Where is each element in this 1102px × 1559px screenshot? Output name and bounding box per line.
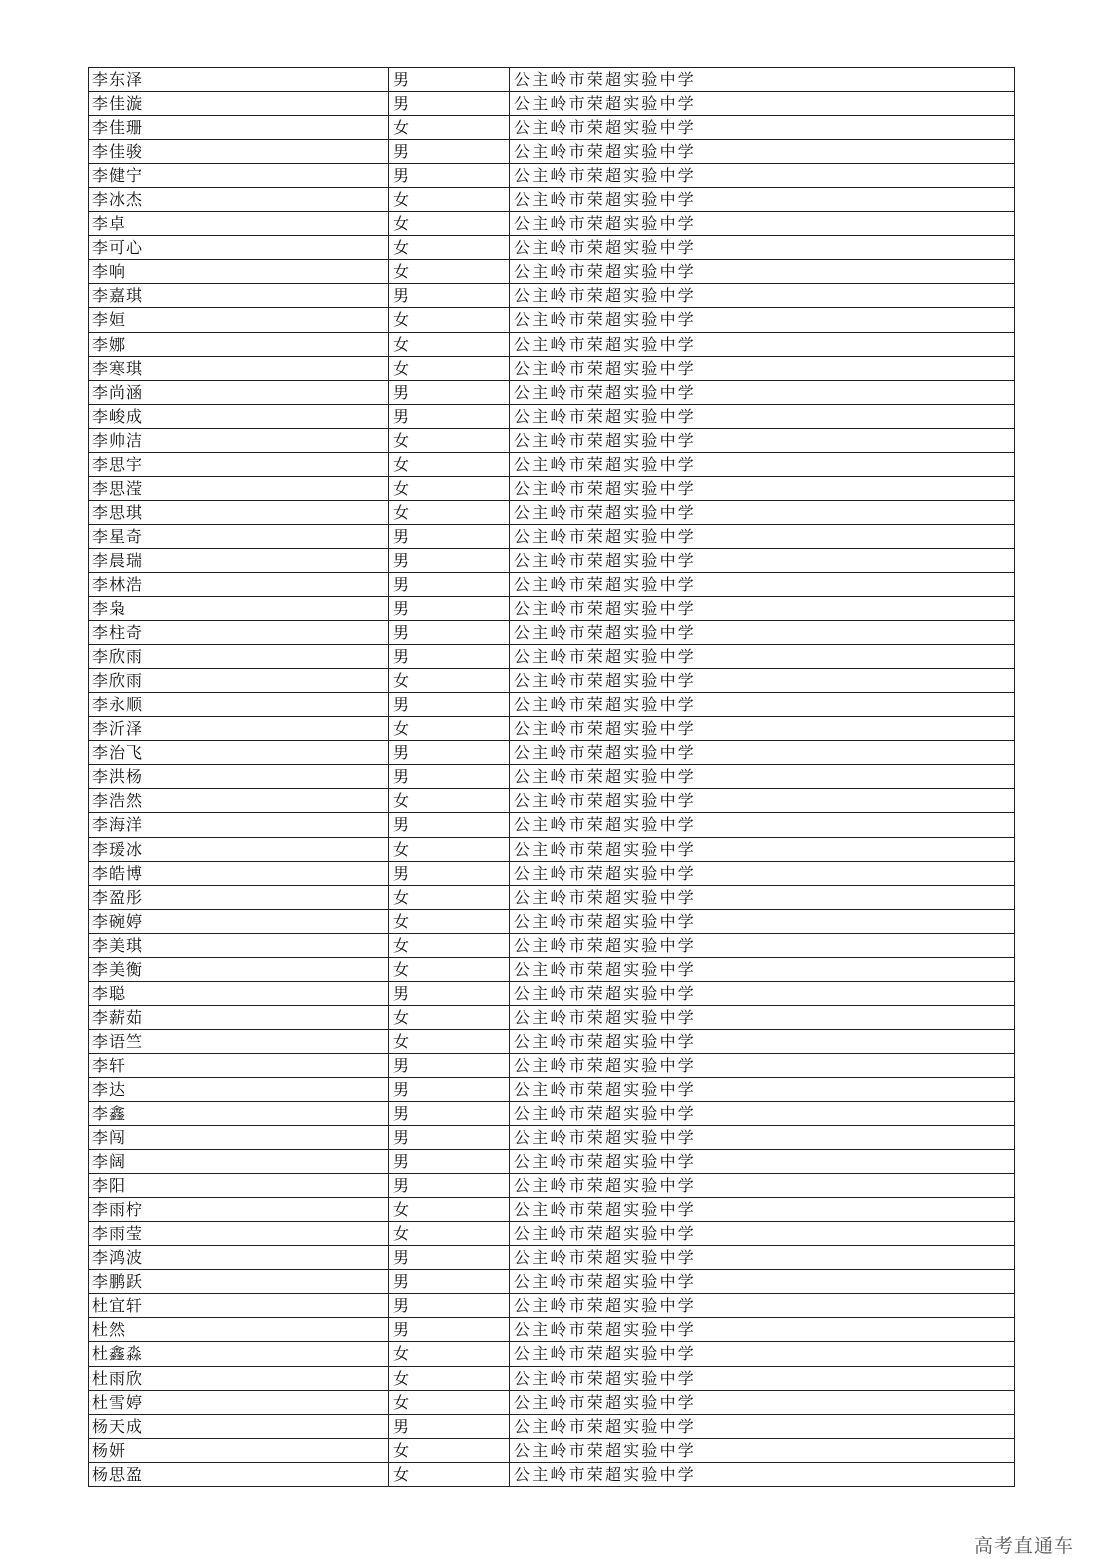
gender-cell: 女 — [389, 260, 510, 283]
table-row — [89, 68, 1015, 92]
gender-cell: 女 — [389, 308, 510, 331]
school-cell: 公主岭市荣超实验中学 — [510, 1102, 1015, 1125]
gender-cell: 女 — [389, 669, 510, 692]
name-cell: 李鑫 — [89, 1102, 389, 1125]
school-cell: 公主岭市荣超实验中学 — [510, 164, 1015, 187]
table-row — [89, 1030, 1015, 1054]
gender-cell: 女 — [389, 910, 510, 933]
table-row — [89, 1415, 1015, 1439]
school-cell: 公主岭市荣超实验中学 — [510, 549, 1015, 572]
gender-cell: 女 — [389, 236, 510, 259]
table-row — [89, 621, 1015, 645]
gender-cell: 男 — [389, 1102, 510, 1125]
name-cell: 杨妍 — [89, 1439, 389, 1462]
name-cell: 李美衡 — [89, 958, 389, 981]
table-row — [89, 140, 1015, 164]
school-cell: 公主岭市荣超实验中学 — [510, 1463, 1015, 1486]
table-row — [89, 1222, 1015, 1246]
school-cell: 公主岭市荣超实验中学 — [510, 308, 1015, 331]
name-cell: 李佳漩 — [89, 92, 389, 115]
school-cell: 公主岭市荣超实验中学 — [510, 1150, 1015, 1173]
name-cell: 李雨柠 — [89, 1198, 389, 1221]
gender-cell: 男 — [389, 1078, 510, 1101]
name-cell: 李阔 — [89, 1150, 389, 1173]
name-cell: 李思滢 — [89, 477, 389, 500]
gender-cell: 女 — [389, 188, 510, 211]
gender-cell: 男 — [389, 765, 510, 788]
school-cell: 公主岭市荣超实验中学 — [510, 645, 1015, 668]
name-cell: 李佳珊 — [89, 116, 389, 139]
name-cell: 李嘉琪 — [89, 284, 389, 307]
table-row — [89, 1006, 1015, 1030]
school-cell: 公主岭市荣超实验中学 — [510, 116, 1015, 139]
school-cell: 公主岭市荣超实验中学 — [510, 789, 1015, 812]
gender-cell: 女 — [389, 212, 510, 235]
table-row — [89, 477, 1015, 501]
school-cell: 公主岭市荣超实验中学 — [510, 573, 1015, 596]
name-cell: 李薪茹 — [89, 1006, 389, 1029]
gender-cell: 男 — [389, 1318, 510, 1341]
school-cell: 公主岭市荣超实验中学 — [510, 1367, 1015, 1390]
name-cell: 李姮 — [89, 308, 389, 331]
gender-cell: 男 — [389, 549, 510, 572]
name-cell: 杜鑫淼 — [89, 1342, 389, 1365]
name-cell: 李永顺 — [89, 693, 389, 716]
gender-cell: 男 — [389, 862, 510, 885]
school-cell: 公主岭市荣超实验中学 — [510, 525, 1015, 548]
school-cell: 公主岭市荣超实验中学 — [510, 188, 1015, 211]
name-cell: 李星奇 — [89, 525, 389, 548]
table-row — [89, 1246, 1015, 1270]
gender-cell: 男 — [389, 140, 510, 163]
table-row — [89, 1342, 1015, 1366]
table-row — [89, 116, 1015, 140]
gender-cell: 女 — [389, 886, 510, 909]
name-cell: 李聪 — [89, 982, 389, 1005]
name-cell: 杜雪婷 — [89, 1391, 389, 1414]
table-row — [89, 260, 1015, 284]
name-cell: 李佳骏 — [89, 140, 389, 163]
gender-cell: 男 — [389, 1246, 510, 1269]
school-cell: 公主岭市荣超实验中学 — [510, 1030, 1015, 1053]
name-cell: 李鸿波 — [89, 1246, 389, 1269]
table-row — [89, 934, 1015, 958]
gender-cell: 男 — [389, 1150, 510, 1173]
gender-cell: 女 — [389, 717, 510, 740]
gender-cell: 男 — [389, 741, 510, 764]
table-row — [89, 1054, 1015, 1078]
table-row — [89, 1367, 1015, 1391]
gender-cell: 男 — [389, 1294, 510, 1317]
name-cell: 李思宇 — [89, 453, 389, 476]
school-cell: 公主岭市荣超实验中学 — [510, 669, 1015, 692]
table-row — [89, 910, 1015, 934]
school-cell: 公主岭市荣超实验中学 — [510, 693, 1015, 716]
gender-cell: 男 — [389, 1054, 510, 1077]
table-row — [89, 188, 1015, 212]
table-row — [89, 549, 1015, 573]
table-row — [89, 838, 1015, 862]
gender-cell: 女 — [389, 1030, 510, 1053]
school-cell: 公主岭市荣超实验中学 — [510, 838, 1015, 861]
school-cell: 公主岭市荣超实验中学 — [510, 501, 1015, 524]
table-row — [89, 1463, 1015, 1487]
table-row — [89, 429, 1015, 453]
name-cell: 李尚涵 — [89, 381, 389, 404]
school-cell: 公主岭市荣超实验中学 — [510, 477, 1015, 500]
table-row — [89, 381, 1015, 405]
name-cell: 李健宁 — [89, 164, 389, 187]
school-cell: 公主岭市荣超实验中学 — [510, 982, 1015, 1005]
gender-cell: 女 — [389, 477, 510, 500]
name-cell: 杜雨欣 — [89, 1367, 389, 1390]
name-cell: 李冰杰 — [89, 188, 389, 211]
gender-cell: 女 — [389, 789, 510, 812]
gender-cell: 女 — [389, 1367, 510, 1390]
gender-cell: 男 — [389, 525, 510, 548]
school-cell: 公主岭市荣超实验中学 — [510, 1415, 1015, 1438]
school-cell: 公主岭市荣超实验中学 — [510, 357, 1015, 380]
table-row — [89, 862, 1015, 886]
name-cell: 李语竺 — [89, 1030, 389, 1053]
school-cell: 公主岭市荣超实验中学 — [510, 405, 1015, 428]
school-cell: 公主岭市荣超实验中学 — [510, 765, 1015, 788]
school-cell: 公主岭市荣超实验中学 — [510, 813, 1015, 836]
table-row — [89, 501, 1015, 525]
school-cell: 公主岭市荣超实验中学 — [510, 621, 1015, 644]
table-row — [89, 1198, 1015, 1222]
gender-cell: 男 — [389, 621, 510, 644]
table-row — [89, 1439, 1015, 1463]
gender-cell: 男 — [389, 645, 510, 668]
table-row — [89, 453, 1015, 477]
gender-cell: 男 — [389, 405, 510, 428]
school-cell: 公主岭市荣超实验中学 — [510, 1006, 1015, 1029]
table-row — [89, 1391, 1015, 1415]
table-row — [89, 1102, 1015, 1126]
name-cell: 李沂泽 — [89, 717, 389, 740]
name-cell: 李峻成 — [89, 405, 389, 428]
name-cell: 李枭 — [89, 597, 389, 620]
table-row — [89, 1078, 1015, 1102]
table-row — [89, 405, 1015, 429]
table-row — [89, 1150, 1015, 1174]
gender-cell: 女 — [389, 958, 510, 981]
name-cell: 李可心 — [89, 236, 389, 259]
school-cell: 公主岭市荣超实验中学 — [510, 284, 1015, 307]
name-cell: 李轩 — [89, 1054, 389, 1077]
school-cell: 公主岭市荣超实验中学 — [510, 1318, 1015, 1341]
gender-cell: 男 — [389, 381, 510, 404]
name-cell: 杨思盈 — [89, 1463, 389, 1486]
school-cell: 公主岭市荣超实验中学 — [510, 212, 1015, 235]
gender-cell: 女 — [389, 429, 510, 452]
school-cell: 公主岭市荣超实验中学 — [510, 886, 1015, 909]
gender-cell: 男 — [389, 573, 510, 596]
gender-cell: 女 — [389, 1391, 510, 1414]
school-cell: 公主岭市荣超实验中学 — [510, 597, 1015, 620]
gender-cell: 男 — [389, 1270, 510, 1293]
school-cell: 公主岭市荣超实验中学 — [510, 862, 1015, 885]
school-cell: 公主岭市荣超实验中学 — [510, 741, 1015, 764]
table-row — [89, 1126, 1015, 1150]
table-row — [89, 573, 1015, 597]
name-cell: 李美琪 — [89, 934, 389, 957]
school-cell: 公主岭市荣超实验中学 — [510, 1126, 1015, 1149]
gender-cell: 男 — [389, 982, 510, 1005]
gender-cell: 女 — [389, 838, 510, 861]
gender-cell: 女 — [389, 934, 510, 957]
school-cell: 公主岭市荣超实验中学 — [510, 958, 1015, 981]
school-cell: 公主岭市荣超实验中学 — [510, 1198, 1015, 1221]
table-row — [89, 308, 1015, 332]
name-cell: 李雨莹 — [89, 1222, 389, 1245]
student-table — [88, 67, 1015, 1487]
gender-cell: 女 — [389, 1198, 510, 1221]
name-cell: 李娜 — [89, 333, 389, 356]
gender-cell: 男 — [389, 164, 510, 187]
table-row — [89, 669, 1015, 693]
school-cell: 公主岭市荣超实验中学 — [510, 453, 1015, 476]
gender-cell: 女 — [389, 1222, 510, 1245]
name-cell: 李欣雨 — [89, 669, 389, 692]
school-cell: 公主岭市荣超实验中学 — [510, 68, 1015, 91]
school-cell: 公主岭市荣超实验中学 — [510, 1342, 1015, 1365]
name-cell: 李浩然 — [89, 789, 389, 812]
table-row — [89, 1270, 1015, 1294]
table-row — [89, 645, 1015, 669]
school-cell: 公主岭市荣超实验中学 — [510, 1222, 1015, 1245]
name-cell: 李碗婷 — [89, 910, 389, 933]
name-cell: 李治飞 — [89, 741, 389, 764]
school-cell: 公主岭市荣超实验中学 — [510, 140, 1015, 163]
name-cell: 李东泽 — [89, 68, 389, 91]
table-row — [89, 958, 1015, 982]
gender-cell: 男 — [389, 92, 510, 115]
name-cell: 杜宜轩 — [89, 1294, 389, 1317]
gender-cell: 男 — [389, 68, 510, 91]
gender-cell: 男 — [389, 1126, 510, 1149]
table-row — [89, 357, 1015, 381]
table-row — [89, 741, 1015, 765]
name-cell: 李晨瑞 — [89, 549, 389, 572]
table-row — [89, 597, 1015, 621]
name-cell: 李海洋 — [89, 813, 389, 836]
gender-cell: 女 — [389, 357, 510, 380]
table-row — [89, 236, 1015, 260]
gender-cell: 男 — [389, 813, 510, 836]
gender-cell: 女 — [389, 453, 510, 476]
name-cell: 杨天成 — [89, 1415, 389, 1438]
gender-cell: 女 — [389, 1006, 510, 1029]
school-cell: 公主岭市荣超实验中学 — [510, 1078, 1015, 1101]
table-row — [89, 693, 1015, 717]
name-cell: 李达 — [89, 1078, 389, 1101]
name-cell: 李卓 — [89, 212, 389, 235]
table-row — [89, 765, 1015, 789]
name-cell: 李响 — [89, 260, 389, 283]
name-cell: 李洪杨 — [89, 765, 389, 788]
name-cell: 李阳 — [89, 1174, 389, 1197]
table-row — [89, 886, 1015, 910]
school-cell: 公主岭市荣超实验中学 — [510, 717, 1015, 740]
gender-cell: 女 — [389, 116, 510, 139]
table-row — [89, 92, 1015, 116]
table-row — [89, 525, 1015, 549]
school-cell: 公主岭市荣超实验中学 — [510, 1270, 1015, 1293]
table-row — [89, 164, 1015, 188]
name-cell: 李盈彤 — [89, 886, 389, 909]
table-row — [89, 333, 1015, 357]
name-cell: 李柱奇 — [89, 621, 389, 644]
school-cell: 公主岭市荣超实验中学 — [510, 333, 1015, 356]
name-cell: 李寒琪 — [89, 357, 389, 380]
school-cell: 公主岭市荣超实验中学 — [510, 381, 1015, 404]
table-row — [89, 1294, 1015, 1318]
table-row — [89, 717, 1015, 741]
gender-cell: 男 — [389, 693, 510, 716]
school-cell: 公主岭市荣超实验中学 — [510, 1391, 1015, 1414]
school-cell: 公主岭市荣超实验中学 — [510, 260, 1015, 283]
gender-cell: 女 — [389, 333, 510, 356]
gender-cell: 女 — [389, 1439, 510, 1462]
name-cell: 李鹏跃 — [89, 1270, 389, 1293]
school-cell: 公主岭市荣超实验中学 — [510, 236, 1015, 259]
name-cell: 杜然 — [89, 1318, 389, 1341]
school-cell: 公主岭市荣超实验中学 — [510, 1174, 1015, 1197]
school-cell: 公主岭市荣超实验中学 — [510, 1054, 1015, 1077]
table-row — [89, 789, 1015, 813]
watermark-text: 高考直通车 — [973, 1535, 1074, 1557]
table-row — [89, 212, 1015, 236]
name-cell: 李思琪 — [89, 501, 389, 524]
school-cell: 公主岭市荣超实验中学 — [510, 429, 1015, 452]
school-cell: 公主岭市荣超实验中学 — [510, 92, 1015, 115]
name-cell: 李瑗冰 — [89, 838, 389, 861]
gender-cell: 女 — [389, 1342, 510, 1365]
table-row — [89, 813, 1015, 837]
school-cell: 公主岭市荣超实验中学 — [510, 934, 1015, 957]
school-cell: 公主岭市荣超实验中学 — [510, 910, 1015, 933]
school-cell: 公主岭市荣超实验中学 — [510, 1246, 1015, 1269]
gender-cell: 男 — [389, 1174, 510, 1197]
table-row — [89, 982, 1015, 1006]
school-cell: 公主岭市荣超实验中学 — [510, 1294, 1015, 1317]
gender-cell: 男 — [389, 284, 510, 307]
table-row — [89, 1174, 1015, 1198]
table-row — [89, 1318, 1015, 1342]
gender-cell: 男 — [389, 1415, 510, 1438]
name-cell: 李欣雨 — [89, 645, 389, 668]
name-cell: 李皓博 — [89, 862, 389, 885]
gender-cell: 男 — [389, 597, 510, 620]
school-cell: 公主岭市荣超实验中学 — [510, 1439, 1015, 1462]
name-cell: 李林浩 — [89, 573, 389, 596]
gender-cell: 女 — [389, 501, 510, 524]
gender-cell: 女 — [389, 1463, 510, 1486]
name-cell: 李闯 — [89, 1126, 389, 1149]
name-cell: 李帅洁 — [89, 429, 389, 452]
table-row — [89, 284, 1015, 308]
